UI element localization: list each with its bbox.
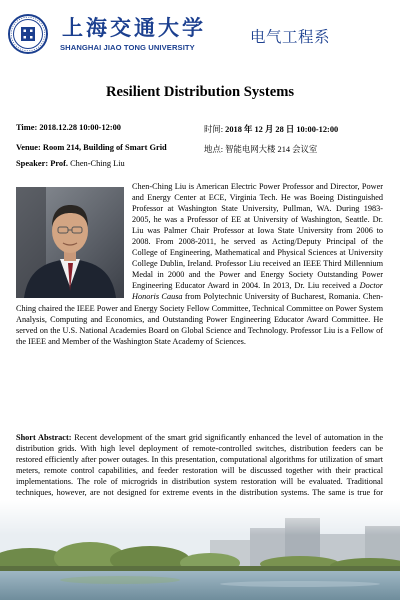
abstract-label: Short Abstract:: [16, 433, 72, 442]
speaker-prefix: Prof.: [50, 159, 68, 168]
lecture-title: Resilient Distribution Systems: [105, 84, 295, 100]
time-value-cn: 2018 年 12 月 28 日 10:00-12:00: [225, 125, 339, 134]
speaker-name: Chen-Ching Liu: [70, 159, 125, 168]
time-label-cn: 时间:: [204, 125, 224, 134]
photo-spacer: [16, 181, 132, 296]
university-seal-logo: [8, 14, 48, 54]
university-name-en: SHANGHAI JIAO TONG UNIVERSITY: [60, 43, 195, 52]
speaker: [16, 159, 125, 168]
venue-cn: [204, 143, 317, 155]
campus-footer-image: [0, 500, 400, 600]
venue-value: Room 214, Building of Smart Grid: [42, 143, 167, 152]
time-value: 2018.12.28 10:00-12:00: [39, 123, 121, 132]
time-en: [16, 123, 121, 132]
time-cn: [204, 123, 338, 135]
venue-label-cn: 地点:: [204, 145, 224, 154]
bio-text-part1: Chen-Ching Liu is American Electric Power Professor and Director, Power and Energy Center at ECE, Virginia Tech. He was Boeing Distinguished Professor at Washington State University, Pullman, WA. During 1983-2005, he was a Professor of EE at University of Washington, Seattle. Dr. Liu was Palmer Chair Professor at Iowa State University from 2006 to 2008. From 2008-2011, he served as Acting/Deputy Principal of the College of Engineering, Mathematical and Physical Sciences at University College Dublin, Ireland. Professor Liu received an IEEE Third Millennium Medal in 2000 and the Power and Energy Society Outstanding Power Engineering Educator Award in 2004. In 2013, Dr. Liu received a: [132, 182, 383, 291]
speaker-label: Speaker:: [16, 159, 49, 168]
venue-value-cn: 智能电网大楼 214 会议室: [225, 145, 318, 154]
time-label: Time:: [16, 123, 38, 132]
university-name-cn: 上海交通大学: [62, 15, 206, 40]
bio-text-part2: from Polytechnic University of Bucharest, Romania. Chen-Ching chaired the IEEE Power and Energy Society Fellow Committee, Technical Committee on Power System Analysis, Computing and Economics, and Outstanding Power Engineering Educator Award Committee. He served on the U.S. National Academies Board on Global Science and Technology. Professor Liu is a Fellow of the IEEE and Member of the Washington State Academy of Sciences.: [16, 292, 384, 346]
speaker-bio: [16, 181, 383, 347]
department-name: 电气工程系: [250, 28, 331, 46]
header: [0, 0, 400, 62]
venue-label: Venue:: [16, 143, 41, 152]
venue-en: [16, 143, 167, 152]
abstract-text: Recent development of the smart grid significantly enhanced the level of automation in the distribution grids. With high level deployment of remote-controlled switches, distribution feeders can be restored efficiently after power outages. In this presentation, computational algorithms for utilization of smart meters, remote control capabilities, and feeder restoration will be discussed together with their practical implementations. The role of microgrids in distribution system restoration will be evaluated. Traditional techniques, however, are not designed for extreme events in the distribution systems. The same is true for: [16, 433, 383, 498]
bio-italic-degree: Doctor Honoris Causa: [132, 281, 384, 302]
